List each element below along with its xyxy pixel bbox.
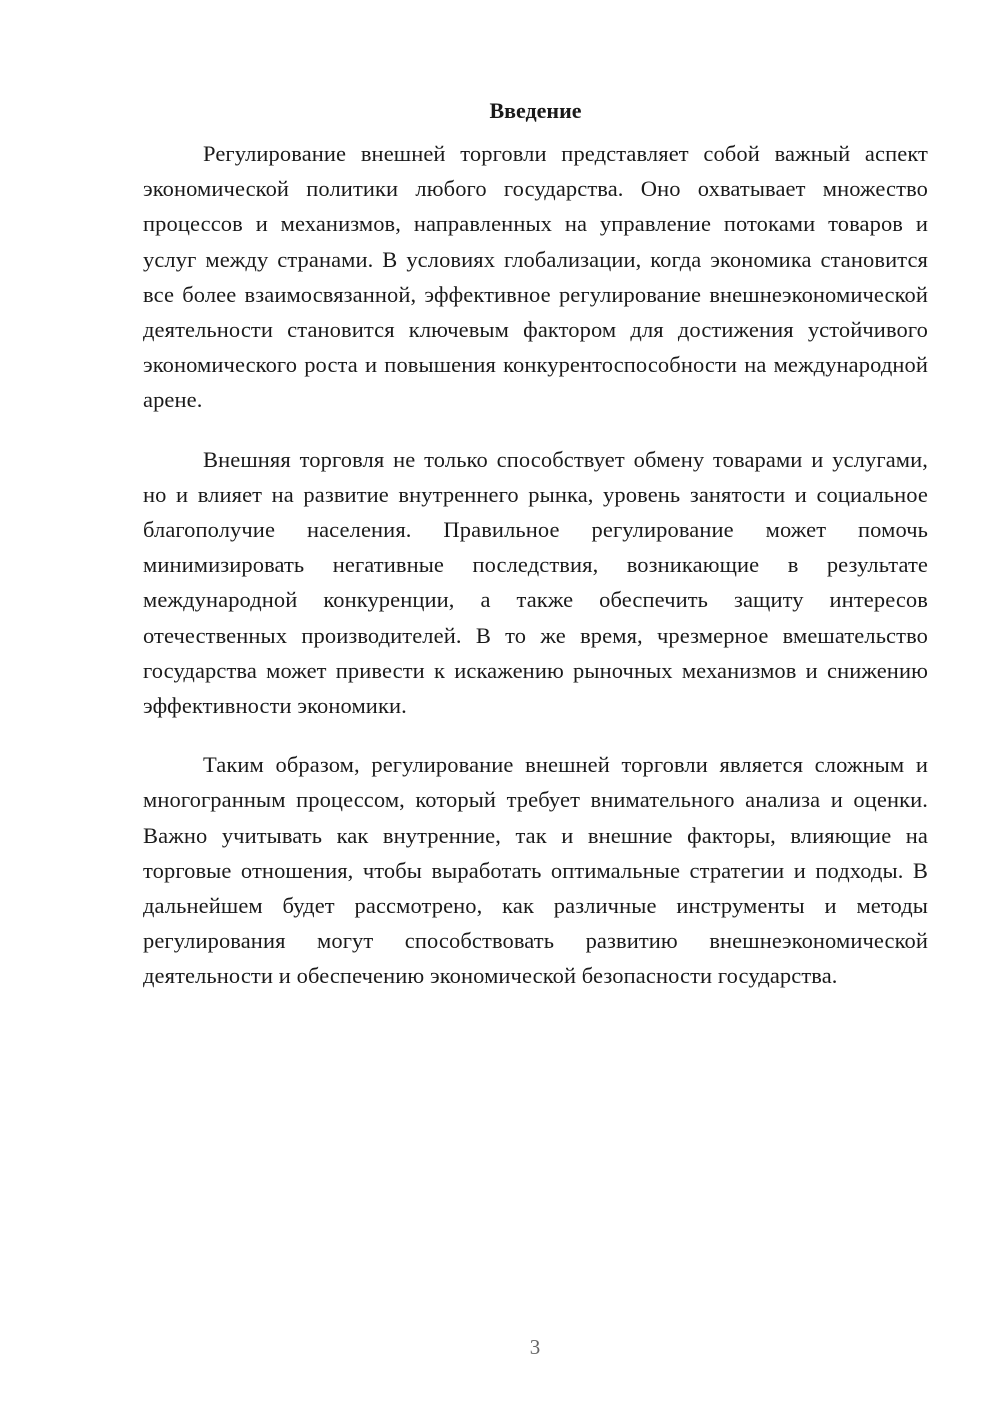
section-heading: Введение bbox=[489, 98, 582, 123]
page-content bbox=[143, 94, 928, 1018]
paragraph-3: Таким образом, регулирование внешней торговли является сложным и многогранным процессом, который требует внимательного анализа и оценки. Важно учитывать как внутренние, так и внешние факторы, влияющие на торговые отношения, чтобы выработать оптимальные стратегии и подходы. В дальнейшем будет рассмотрено, как различные инструменты и методы регулирования могут способствовать развитию внешнеэкономической деятельности и обеспечению экономической безопасности государства. bbox=[143, 752, 928, 989]
page-number: 3 bbox=[529, 1335, 541, 1359]
paragraph-1: Регулирование внешней торговли представляет собой важный аспект экономической политики любого государства. Оно охватывает множество процессов и механизмов, направленных на управление потоками товаров и услуг между странами. В условиях глобализации, когда экономика становится все более взаимосвязанной, эффективное регулирование внешнеэкономической деятельности становится ключевым фактором для достижения устойчивого экономического роста и повышения конкурентоспособности на международной арене. bbox=[143, 141, 928, 413]
paragraph-2: Внешняя торговля не только способствует обмену товарами и услугами, но и влияет на развитие внутреннего рынка, уровень занятости и социальное благополучие населения. Правильное регулирование может помочь минимизировать негативные последствия, возникающие в результате международной конкуренции, а также обеспечить защиту интересов отечественных производителей. В то же время, чрезмерное вмешательство государства может привести к искажению рыночных механизмов и снижению эффективности экономики. bbox=[143, 446, 928, 719]
